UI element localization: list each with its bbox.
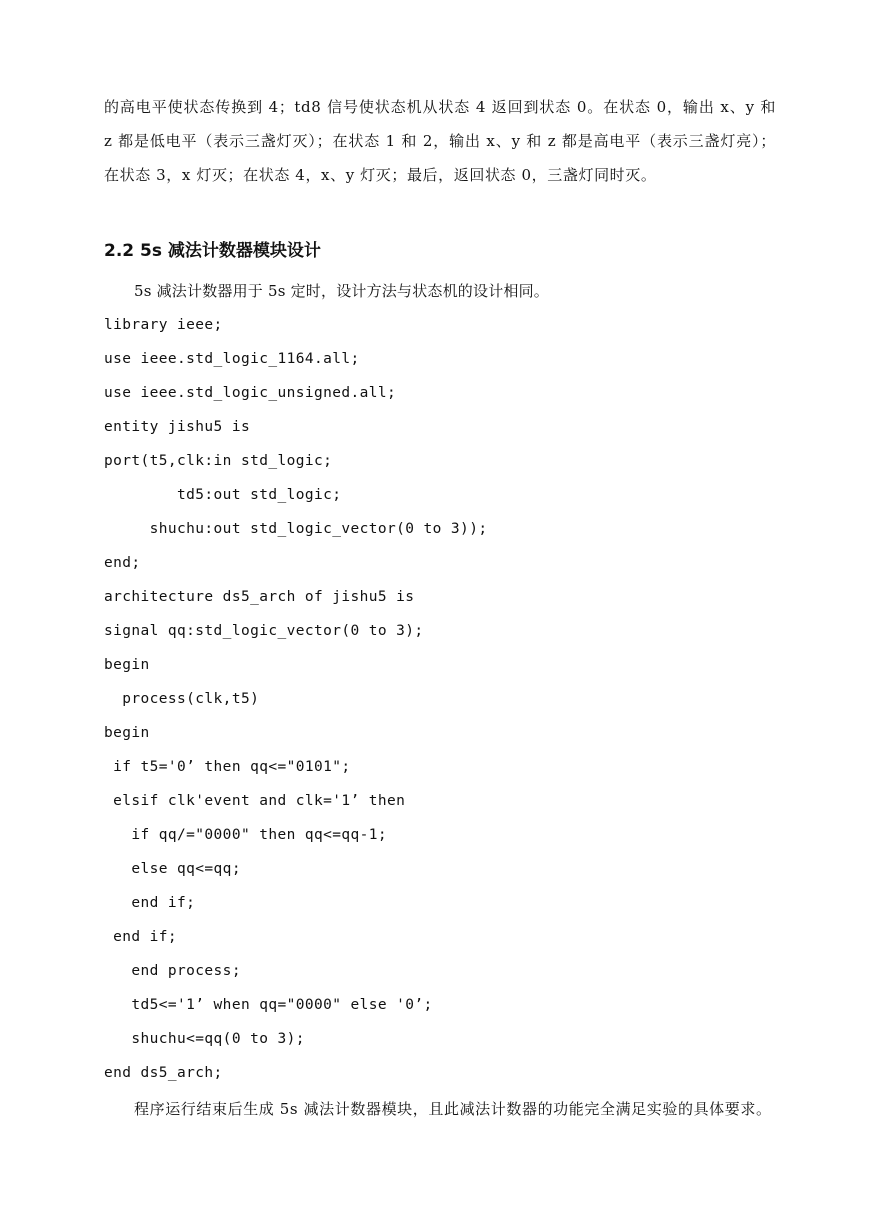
code-line: td5:out std_logic; bbox=[104, 487, 342, 503]
section-description: 5s 减法计数器用于 5s 定时，设计方法与状态机的设计相同。 bbox=[134, 282, 549, 300]
code-line: library ieee; bbox=[104, 317, 223, 333]
intro-paragraph: 的高电平使状态传换到 4；td8 信号使状态机从状态 4 返回到状态 0。在状态 0，输出 x、y 和 z 都是低电平（表示三盏灯灭）；在状态 1 和 2，输出 x、y 和 z 都是高电平（表示三盏灯亮）；在状态 3，x 灯灭；在状态 4，x、y 灯灭；最后，返回状态 0，三盏灯同时灭。 bbox=[104, 98, 776, 184]
code-line: end ds5_arch; bbox=[104, 1065, 223, 1081]
code-line: process(clk,t5) bbox=[104, 691, 260, 707]
closing-paragraph: 程序运行结束后生成 5s 减法计数器模块，且此减法计数器的功能完全满足实验的具体要求。 bbox=[134, 1100, 772, 1118]
code-line: elsif clk'event and clk='1’ then bbox=[104, 793, 406, 809]
code-line: begin bbox=[104, 657, 150, 673]
code-line: end; bbox=[104, 555, 141, 571]
code-line: shuchu<=qq(0 to 3); bbox=[104, 1031, 305, 1047]
code-line: end if; bbox=[104, 895, 196, 911]
code-line: architecture ds5_arch of jishu5 is bbox=[104, 589, 415, 605]
code-line: else qq<=qq; bbox=[104, 861, 241, 877]
code-line: signal qq:std_logic_vector(0 to 3); bbox=[104, 623, 424, 639]
code-line: end if; bbox=[104, 929, 178, 945]
code-line: if t5='0’ then qq<="0101"; bbox=[104, 759, 351, 775]
code-line: if qq/="0000" then qq<=qq-1; bbox=[104, 827, 388, 843]
code-line: shuchu:out std_logic_vector(0 to 3)); bbox=[104, 521, 488, 537]
code-line: use ieee.std_logic_1164.all; bbox=[104, 351, 360, 367]
code-line: use ieee.std_logic_unsigned.all; bbox=[104, 385, 397, 401]
section-heading: 2.2 5s 减法计数器模块设计 bbox=[104, 241, 321, 261]
code-line: td5<='1’ when qq="0000" else '0’; bbox=[104, 997, 433, 1013]
code-line: entity jishu5 is bbox=[104, 419, 251, 435]
code-line: begin bbox=[104, 725, 150, 741]
code-line: end process; bbox=[104, 963, 241, 979]
code-line: port(t5,clk:in std_logic; bbox=[104, 453, 333, 469]
